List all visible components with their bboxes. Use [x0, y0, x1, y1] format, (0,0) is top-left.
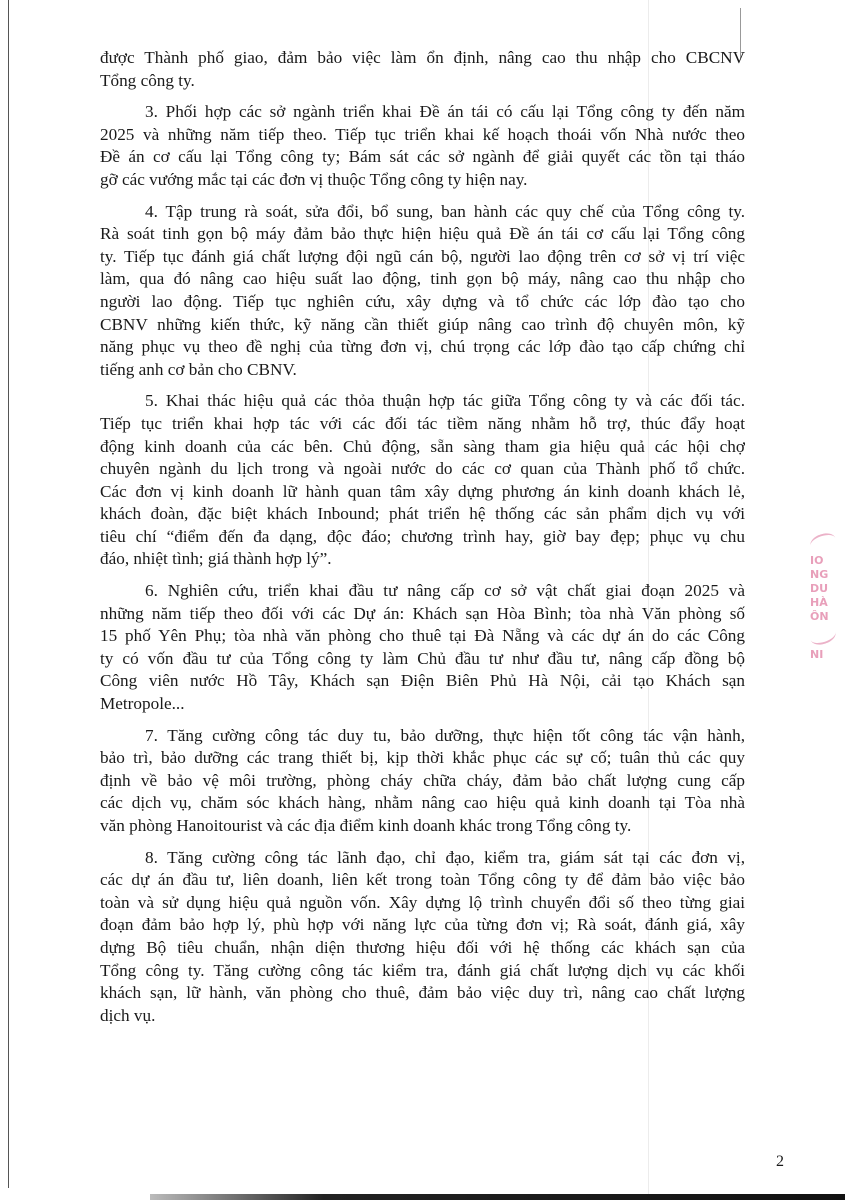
paragraph	[100, 580, 745, 716]
paragraph	[100, 201, 745, 382]
seal-fragment: ΙΟ	[810, 554, 824, 567]
scan-left-border	[8, 0, 9, 1188]
text-line: Đề án cơ cấu lại Tổng công ty; Bám sát các sở ngành để giải quyết các tồn tại tháo	[100, 147, 745, 167]
text-line: toàn và sử dụng hiệu quả nguồn vốn. Xây dựng lộ trình chuyển đổi số theo từng giai	[100, 892, 745, 912]
text-line: chuyên ngành du lịch trong và ngoài nước do các cơ quan của Thành phố tổ chức.	[100, 459, 745, 479]
text-line: Metropole...	[100, 694, 185, 714]
text-line: 2025 và những năm tiếp theo. Tiếp tục triển khai kế hoạch thoái vốn Nhà nước theo	[100, 124, 745, 144]
seal-fragment: DU	[810, 582, 829, 595]
text-line: 6. Nghiên cứu, triển khai đầu tư nâng cấp cơ sở vật chất giai đoạn 2025 và	[145, 581, 745, 601]
text-line: 7. Tăng cường công tác duy tu, bảo dưỡng, thực hiện tốt công tác vận hành,	[145, 725, 745, 745]
text-line: Công viên nước Hồ Tây, Khách sạn Điện Biên Phủ Hà Nội, cải tạo Khách sạn	[100, 671, 745, 691]
text-line: làm, qua đó nâng cao hiệu suất lao động, tinh gọn bộ máy, nâng cao thu nhập cho	[100, 269, 745, 289]
paragraph	[100, 390, 745, 571]
text-line: Tổng công ty. Tăng cường công tác kiểm tra, đánh giá chất lượng dịch vụ các khối	[100, 960, 745, 980]
text-line: Tổng công ty.	[100, 70, 195, 90]
seal-fragment: NI	[810, 648, 824, 661]
partial-seal-stamp	[810, 530, 840, 680]
text-line: 8. Tăng cường công tác lãnh đạo, chỉ đạo, kiểm tra, giám sát tại các đơn vị,	[145, 847, 745, 867]
text-line: văn phòng Hanoitourist và các địa điểm kinh doanh khác trong Tổng công ty.	[100, 816, 632, 835]
paragraph	[100, 725, 745, 838]
text-line: động kinh doanh của các bên. Chủ động, sẵn sàng tham gia hiệu quả các hội chợ	[100, 436, 745, 456]
text-line: khách sạn, lữ hành, văn phòng cho thuê, đảm bảo việc duy trì, nâng cao chất lượng	[100, 983, 745, 1003]
text-line: dịch vụ.	[100, 1005, 156, 1025]
document-body	[100, 47, 745, 1036]
seal-arc	[808, 624, 838, 647]
text-line: ty. Tiếp tục đánh giá chất lượng đội ngũ cán bộ, người lao động trên cơ sở vị trí việc	[100, 246, 745, 266]
text-line: những năm tiếp theo đối với các Dự án: Khách sạn Hòa Bình; tòa nhà Văn phòng số	[100, 603, 745, 623]
text-line: đáo, nhiệt tình; giá thành hợp lý”.	[100, 549, 332, 569]
paragraph	[100, 47, 745, 92]
text-line: tiêu chí “điểm đến đa dạng, độc đáo; chương trình hay, giờ bay đẹp; phục vụ chu	[100, 526, 745, 546]
text-line: gỡ các vướng mắc tại các đơn vị thuộc Tổng công ty hiện nay.	[100, 169, 528, 189]
text-line: được Thành phố giao, đảm bảo việc làm ổn định, nâng cao thu nhập cho CBCNV	[100, 48, 745, 67]
seal-fragment: NG	[810, 568, 829, 581]
paragraph	[100, 847, 745, 1028]
text-line: 5. Khai thác hiệu quả các thỏa thuận hợp tác giữa Tổng công ty và các đối tác.	[145, 391, 745, 411]
paragraph	[100, 101, 745, 191]
page-number: 2	[776, 1153, 784, 1170]
text-line: các dịch vụ, chăm sóc khách hàng, nhằm nâng cao hiệu quả kinh doanh tại Tòa nhà	[100, 793, 745, 813]
text-line: Tiếp tục triển khai hợp tác với các đối tác tiềm năng nhằm hỗ trợ, thúc đẩy hoạt	[100, 413, 745, 433]
text-line: đoạn đảm bảo hợp lý, phù hợp với năng lực của từng đơn vị; Rà soát, đánh giá, xây	[100, 915, 745, 935]
text-line: dựng Bộ tiêu chuẩn, nhận diện thương hiệu đối với hệ thống các khách sạn của	[100, 937, 745, 957]
text-line: bảo trì, bảo dưỡng các trang thiết bị, kịp thời khắc phục các sự cố; tuân thủ các quy	[100, 748, 745, 768]
text-line: CBNV những kiến thức, kỹ năng cần thiết giúp nâng cao trình độ chuyên môn, kỹ	[100, 314, 745, 334]
seal-fragment: HÀ	[810, 596, 828, 609]
text-line: người lao động. Tiếp tục nghiên cứu, xây dựng và tổ chức các lớp đào tạo cho	[100, 291, 745, 311]
seal-fragment: ÔN	[810, 610, 829, 623]
text-line: khách đoàn, đặc biệt khách Inbound; phát triển hệ thống các sản phẩm dịch vụ với	[100, 504, 745, 524]
text-line: 15 phố Yên Phụ; tòa nhà văn phòng cho thuê tại Đà Nẵng và các dự án do các Công	[100, 626, 745, 646]
text-line: Rà soát tinh gọn bộ máy đảm bảo thực hiện hiệu quả Đề án tái cơ cấu lại Tổng công	[100, 224, 745, 244]
scan-bottom-shadow	[150, 1194, 845, 1200]
text-line: Các đơn vị kinh doanh lữ hành quan tâm xây dựng phương án kinh doanh khách lẻ,	[100, 481, 745, 501]
text-line: tiếng anh cơ bản cho CBNV.	[100, 359, 297, 379]
text-line: định về bảo vệ môi trường, phòng cháy chữa cháy, đảm bảo chất lượng cung cấp	[100, 770, 745, 790]
text-line: năng phục vụ theo đề nghị của từng đơn vị, chú trọng các lớp đào tạo cấp chứng chỉ	[100, 337, 745, 357]
text-line: 4. Tập trung rà soát, sửa đổi, bổ sung, ban hành các quy chế của Tổng công ty.	[145, 201, 745, 221]
text-line: ty có vốn đầu tư của Tổng công ty làm Chủ đầu tư như đầu tư, nâng cấp đồng bộ	[100, 648, 745, 668]
seal-arc	[808, 530, 838, 553]
text-line: các dự án đầu tư, liên doanh, liên kết trong toàn Tổng công ty để đảm bảo việc bảo	[100, 870, 745, 890]
text-line: 3. Phối hợp các sở ngành triển khai Đề án tái có cấu lại Tổng công ty đến năm	[145, 102, 745, 122]
